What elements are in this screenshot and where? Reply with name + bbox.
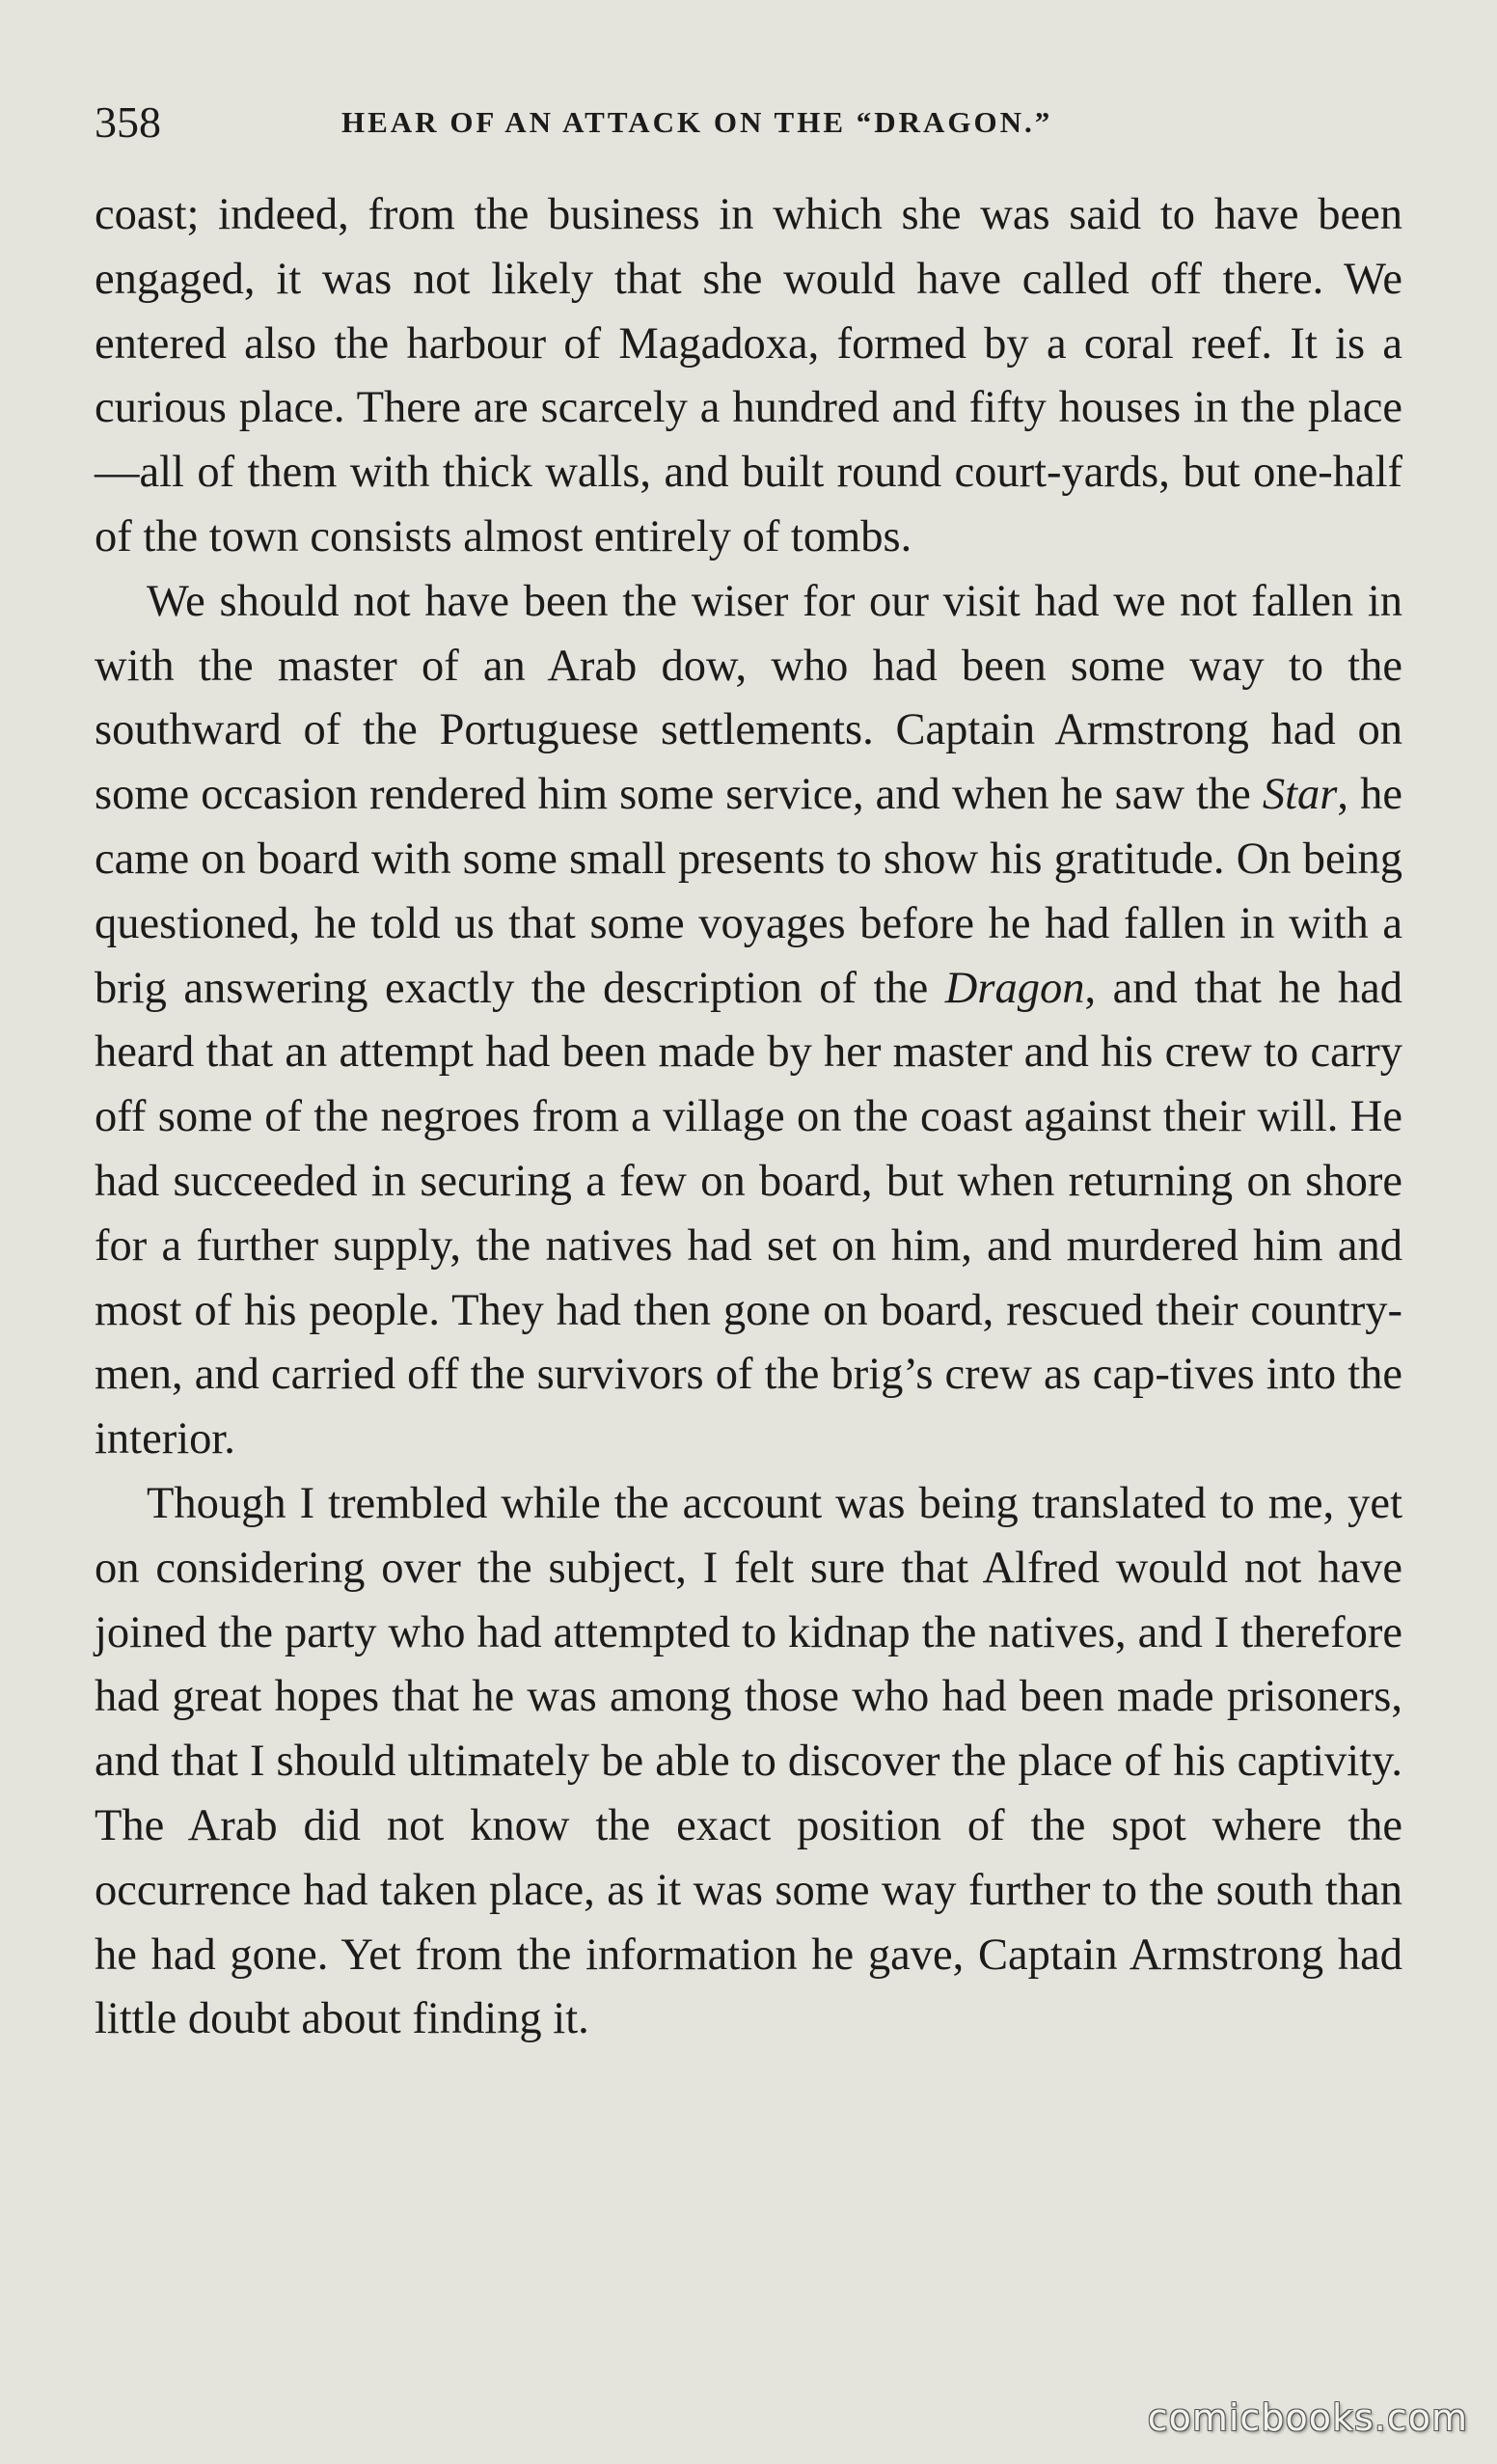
running-title: HEAR OF AN ATTACK ON THE “DRAGON.” [341,105,1053,139]
watermark-logo: comicbooks.com [1147,2396,1468,2439]
paragraph-text: , and that he had heard that an attempt had been made by her master and his crew to carry off some of the negroes from a village on the coast against their will. He had succeeded in securing a few on board, but when returning on shore for a further supply, the natives had set on him, and murdered him and most of his people. They had then gone on board, rescued their country-men, and carried off the survivors of the brig’s crew as cap-tives into the interior. [95,963,1402,1465]
paragraph-text: , he came on board with some small presents to show his gratitude. On being questioned, he told us that some voyages before he had fallen in with a brig answering exactly the description of the [95,770,1402,1013]
paragraph-2 [95,570,1402,1472]
paragraph-text: Though I trembled while the account was being translated to me, yet on considering over the subject, I felt sure that Alfred would not have joined the party who had attempted to kidnap the natives, and I therefore had great hopes that he was among those who had been made prisoners, and that I should ultimately be able to discover the place of his captivity. The Arab did not know the exact position of the spot where the occurrence had taken place, as it was some way further to the south than he had gone. Yet from the information he gave, Captain Armstrong had little doubt about finding it. [95,1478,1402,2044]
page-number: 358 [95,97,161,147]
paragraph-text: coast; indeed, from the business in which she was said to have been engaged, it was not likely that she would have called off there. We entered also the harbour of Magadoxa, formed by a coral reef. It is a curious place. There are scarcely a hundred and fifty houses in the place—all of them with thick walls, and built round court-yards, but one-half of the town consists almost entirely of tombs. [95,190,1402,561]
italic-ship-name: Star [1262,770,1338,820]
paragraph-1 [95,183,1402,570]
body-text [95,183,1402,2052]
running-head [95,89,1402,156]
paragraph-3 [95,1472,1402,2052]
paragraph-text: We should not have been the wiser for our visit had we not fallen in with the master of an Arab dow, who had been some way to the southward of the Portuguese settlements. Captain Armstrong had on some occasion rendered him some service, and when he saw the [95,576,1402,820]
italic-ship-name: Dragon [944,963,1085,1013]
